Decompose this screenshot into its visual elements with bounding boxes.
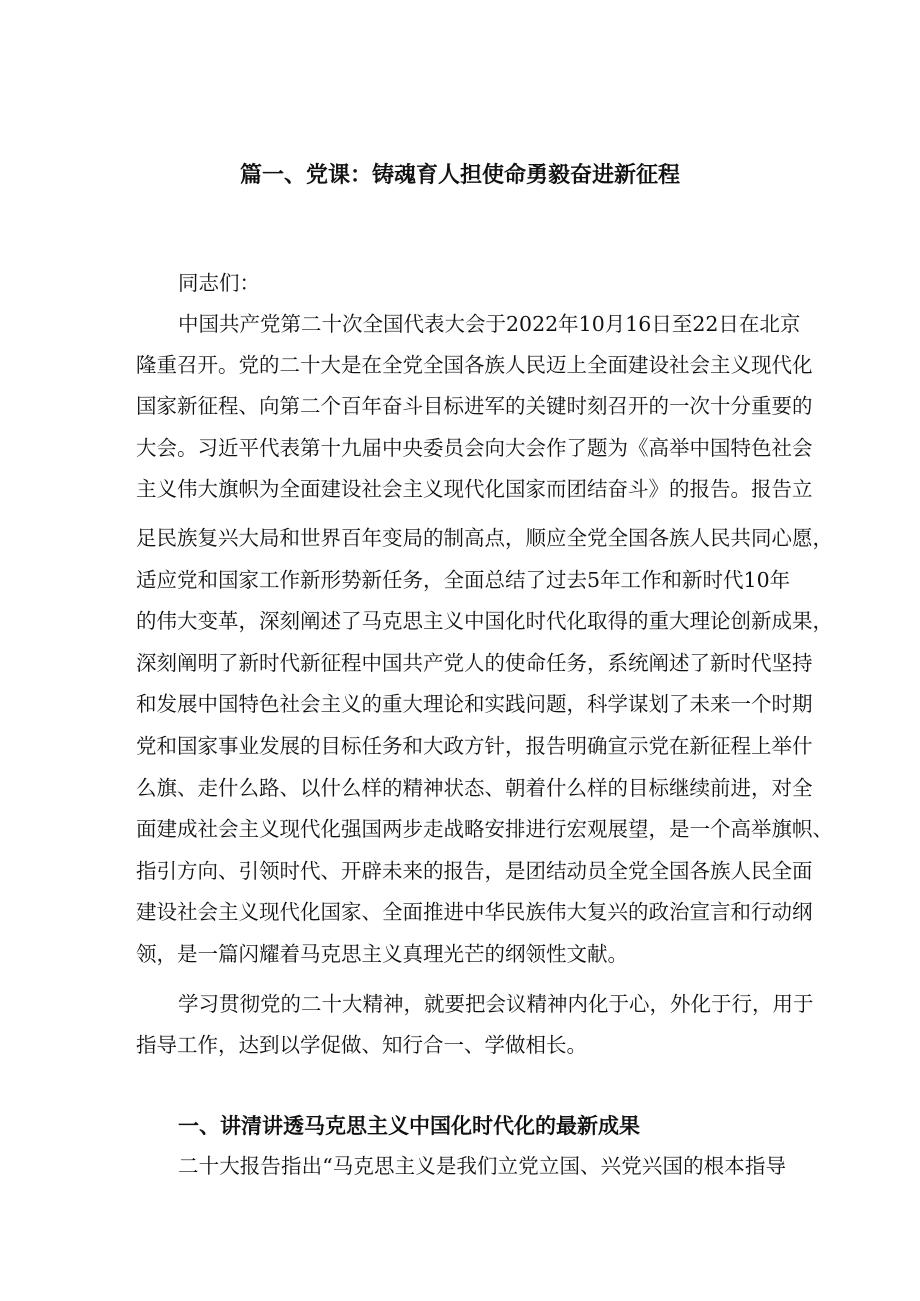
document-title: 篇一、党课：铸魂育人担使命勇毅奋进新征程	[239, 163, 680, 188]
paragraph-line: 和发展中国特色社会主义的重大理论和实践问题，科学谋划了未来一个时期	[136, 692, 813, 716]
salutation: 同志们：	[178, 271, 260, 295]
paragraph-line: 指引方向、引领时代、开辟未来的报告，是团结动员全党全国各族人民全面	[136, 859, 813, 883]
paragraph-line: 大会。习近平代表第十九届中央委员会向大会作了题为《高举中国特色社会	[136, 436, 813, 460]
paragraph-line: 学习贯彻党的二十大精神，就要把会议精神内化于心，外化于行，用于	[178, 992, 814, 1016]
paragraph-line: 适应党和国家工作新形势新任务，全面总结了过去5年工作和新时代10年	[136, 568, 791, 592]
paragraph-line: 建设社会主义现代化国家、全面推进中华民族伟大复兴的政治宣言和行动纲	[136, 900, 813, 924]
paragraph-line: 中国共产党第二十次全国代表大会于2022年10月16日至22日在北京	[178, 312, 801, 336]
paragraph-line: 指导工作，达到以学促做、知行合一、学做相长。	[136, 1033, 587, 1057]
section-heading: 一、讲清讲透马克思主义中国化时代化的最新成果	[178, 1114, 640, 1138]
paragraph-line: 主义伟大旗帜为全面建设社会主义现代化国家而团结奋斗》的报告。报告立	[136, 477, 813, 501]
paragraph-line: 党和国家事业发展的目标任务和大政方针，报告明确宣示党在新征程上举什	[136, 734, 813, 758]
paragraph-line: 么旗、走什么路、以什么样的精神状态、朝着什么样的目标继续前进，对全	[136, 776, 813, 800]
paragraph-line: 二十大报告指出“马克思主义是我们立党立国、兴党兴国的根本指导	[178, 1154, 786, 1178]
paragraph-line: 领，是一篇闪耀着马克思主义真理光芒的纲领性文献。	[136, 942, 628, 966]
paragraph-line: 面建成社会主义现代化强国两步走战略安排进行宏观展望，是一个高举旗帜、	[136, 817, 833, 841]
paragraph-line: 的伟大变革，深刻阐述了马克思主义中国化时代化取得的重大理论创新成果，	[136, 609, 833, 633]
paragraph-line: 深刻阐明了新时代新征程中国共产党人的使命任务，系统阐述了新时代坚持	[136, 651, 813, 675]
paragraph-line: 足民族复兴大局和世界百年变局的制高点，顺应全党全国各族人民共同心愿，	[136, 526, 833, 550]
paragraph-line: 隆重召开。党的二十大是在全党全国各族人民迈上全面建设社会主义现代化	[136, 353, 813, 377]
paragraph-line: 国家新征程、向第二个百年奋斗目标进军的关键时刻召开的一次十分重要的	[136, 394, 813, 418]
